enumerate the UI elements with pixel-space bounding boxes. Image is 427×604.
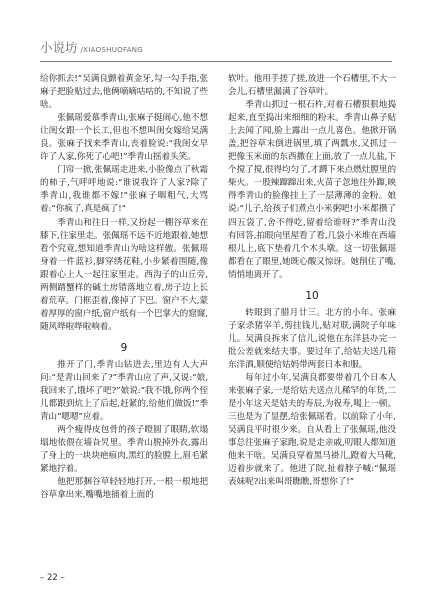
section-number: 9 bbox=[120, 341, 128, 354]
paragraph: 门帘一掀,张佩瑶走进来,小脸像点了秋霜的柿子,气呼呼地说:“谁说我许了人家?除了季青山,我谁都不嫁!”张麻子咽粗气,大骂着:“你疯了,真是疯了!” bbox=[40, 165, 208, 215]
paragraph: 张佩瑶爱慕季青山,张麻子挺闹心,他不想让闺女跟一个长工,但也不想叫闺女嫁给吴满良。张麻子找来季青山,丧着脸说:“我闺女早许了人家,你死了心吧!”季青山摇着头笑。 bbox=[40, 113, 208, 163]
paragraph: 给你抓去!”吴满良颤着黄金牙,勾一勾手指,张麻子把脸贴过去,他俩嘀嘀咕咕的,不知说了些啥。 bbox=[40, 74, 208, 111]
magazine-header bbox=[40, 38, 392, 56]
paragraph: 转眼到了腊月廿三。北方的小年。张麻子家杀猪宰羊,剪挂钱儿,贴对联,满院子年味儿。吴满良拆来了信儿,说他在东洋县办完一批公差就来结夫事。要过年了,给姑夫送几箱东洋酒,顺便给姑妈带两套日本和服。 bbox=[228, 307, 396, 370]
page-number: – 22 – bbox=[40, 573, 65, 583]
paragraph: 两个瘦得皮包骨的孩子瞪圆了眼睛,软塌塌地依偎在墙旮旯里。季青山脱掉外衣,露出了身上的一块块疤痕肉,黑红的脸膛上,眉毛紧紧地拧着。 bbox=[40, 425, 208, 475]
column-title-pinyin: /XIAOSHUOFANG bbox=[80, 46, 143, 54]
right-text-column bbox=[228, 73, 396, 573]
paragraph: 每年过小年,吴满良都要带着几个日本人来张麻子家,一是给姑夫送点儿稀罕的年货,二是小年这天是姑夫的寿辰,为祝寿,喝上一顿。三也是为了显摆,给张佩瑶看。以前除了小年,吴满良平时很少来。自从看上了张佩瑶,他没事总往张麻子家跑,说是走亲戚,叨眼人都知道他来干啥。吴满良穿着黑马褂儿,蹬着大马靴,迈着步就来了。他进了院,扯着脖子喊:“佩瑶表妹呢?出来叫哥瞧瞧,哥想你了!” bbox=[228, 372, 396, 488]
paragraph: 季青山和往日一样,又扮起一棚谷草来在膝下,往家里走。张佩瑶不远不近地跟着,她想看个究竟,想知道季青山为啥这样傲。张佩瑶身着一件蓝衫,脚穿绣花鞋,小步紧着围随,像跟着心上人一起往家里走。西沟子的山丘旁,两侧踏蟹样的碱土房错落地立着,房子边上长着荒草。门框歪着,像掉了下巴。窗户不大,蒙着厚厚的窗户纸,窗户纸有一个巴掌大的窟窿,随风哗啦哗啦响着。 bbox=[40, 217, 208, 332]
header-rule bbox=[40, 61, 392, 62]
paragraph: 推开了门,季青山钻进去,里边有人大声问:“是青山回来了?”季青山应了声,又说:“娘,我回来了,饿坏了吧?”娘说:“我不饿,你两个侄儿都跟到炕上了后起,赶紧的,给他们做饭!”季青山“嗯嗯”应着。 bbox=[40, 359, 208, 423]
column-title: 小说坊 bbox=[40, 40, 78, 55]
section-number: 10 bbox=[305, 289, 319, 302]
left-text-column bbox=[40, 73, 208, 573]
paragraph: 软叶。他用手搓了搓,放进一个石槽里,不大一会儿,石槽里漏满了谷草叶。 bbox=[228, 74, 396, 98]
paragraph: 季青山抓过一根石杵,对着石槽狠狠地捣起来,直至捣出来细细的粉末。季青山鼻子贴上去闻了闻,脸上露出一点儿喜色。他掀开锅盖,把谷草末倒进锅里,填了两瓢水,又抓过一把像玉米面的东西撒在上面,放了一点儿盐,下个搅了搅,很得均匀了,才蹲下来点燃灶膛里的柴火。一股辣蹿蹿出来,火苗子忽地往外蹿,映得季青山的脸像挂上了一层薄薄的金粉。娘说:“儿子,给孩子们煮点小米粥吧!小米都攒了四五袋了,舍不得吃,留着给谁呀?”季青山没有回答,拍眼向里屋看了看,几袋小米堆在西墙根儿上,底下垫着几个木头墩。这一切张佩瑶都看在了眼里,她既心酸又惊讶。她削住了嘴,悄悄地离开了。 bbox=[228, 100, 396, 280]
paragraph: 他把那捆谷草轻轻地打开,一根一根地把谷草拿出来,嘴嘴地捅着上面的 bbox=[40, 477, 208, 501]
